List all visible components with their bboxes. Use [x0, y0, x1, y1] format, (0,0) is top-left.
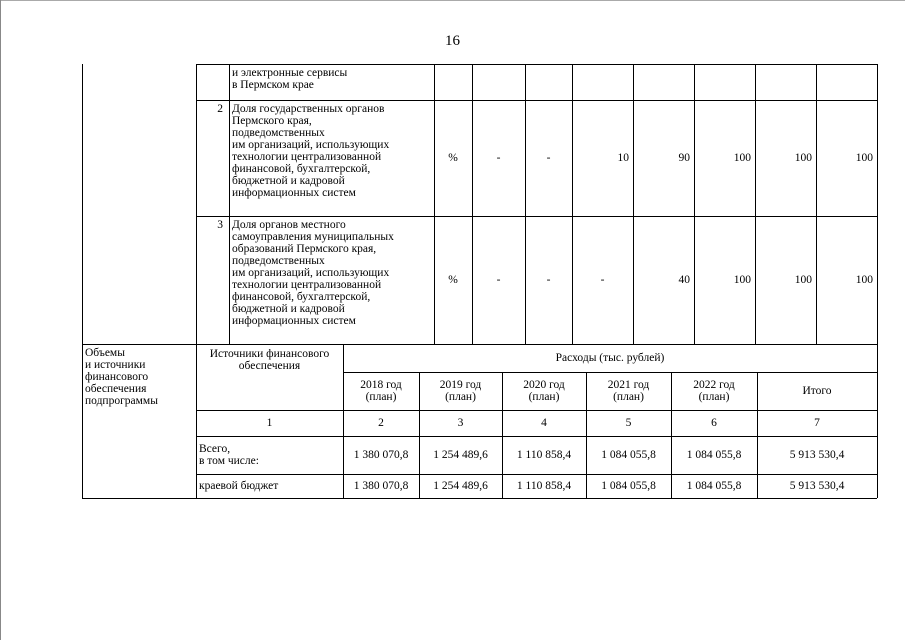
indicator-number	[198, 67, 223, 81]
indicator-value	[694, 64, 751, 100]
indicator-value: -	[546, 152, 551, 164]
indicator-value: 100	[794, 152, 812, 164]
expenses-header: Расходы (тыс. рублей)	[555, 352, 665, 364]
total-header: Итого	[802, 385, 832, 397]
finance-bottom-border	[82, 498, 877, 499]
finance-value: 5 913 530,4	[789, 480, 845, 492]
page-number: 16	[445, 33, 460, 49]
finance-value: 1 380 070,8	[353, 449, 409, 461]
indicator-value	[472, 64, 521, 100]
indicator-unit	[434, 64, 472, 100]
finance-value: 1 084 055,8	[601, 449, 656, 461]
indicator-value: -	[546, 274, 551, 286]
indicator-value: -	[496, 152, 501, 164]
indicator-value	[755, 64, 812, 100]
sources-header: Источники финансового обеспечения	[209, 348, 330, 372]
indicator-value	[816, 64, 873, 100]
indicator-value	[525, 64, 568, 100]
indicator-name: и электронные сервисы в Пермском крае	[232, 67, 348, 91]
finance-value: 1 084 055,8	[601, 480, 656, 492]
left-border	[82, 64, 83, 344]
scan-left-edge	[0, 0, 1, 640]
finance-row-label: Всего, в том числе:	[199, 443, 259, 467]
finance-value: 1 254 489,6	[433, 480, 488, 492]
scan-top-edge	[0, 0, 905, 1]
indicator-value: 100	[855, 274, 873, 286]
column-number: 2	[378, 417, 384, 429]
finance-section-label: Объемы и источники финансового обеспечения подпрограммы	[85, 347, 158, 407]
indicator-value	[572, 64, 629, 100]
indicator-value: 40	[678, 274, 690, 286]
indicator-value: -	[496, 274, 501, 286]
indicator-unit: %	[448, 152, 458, 164]
column-number: 4	[541, 417, 547, 429]
year-header: 2022 год (план)	[693, 379, 735, 403]
finance-right-border	[877, 344, 878, 498]
column-number: 7	[814, 417, 820, 429]
indicator-number: 3	[217, 219, 223, 231]
year-header: 2019 год (план)	[439, 379, 482, 403]
column-divider	[877, 64, 878, 344]
indicator-number: 2	[217, 103, 223, 115]
column-number: 3	[457, 417, 464, 429]
column-number: 6	[711, 417, 717, 429]
finance-value: 1 110 858,4	[516, 480, 572, 492]
indicator-name: Доля государственных органов Пермского края, подведомственных им организаций, использующих технологии централизованной финансовой, бухгалтерской, бюджетной и кадровой информационных систем	[232, 103, 390, 199]
finance-value: 1 084 055,8	[686, 480, 742, 492]
year-header: 2018 год (план)	[360, 379, 402, 403]
indicator-unit: %	[448, 274, 458, 286]
year-header: 2021 год (план)	[607, 379, 650, 403]
column-divider	[196, 64, 197, 344]
indicator-value: 10	[617, 152, 629, 164]
column-divider	[229, 64, 230, 344]
year-header: 2020 год (план)	[523, 379, 565, 403]
indicator-value: -	[600, 274, 605, 286]
finance-value: 1 380 070,8	[353, 480, 409, 492]
indicator-value: 100	[733, 152, 751, 164]
indicator-value	[633, 64, 690, 100]
column-number: 1	[266, 417, 273, 429]
indicator-value: 90	[678, 152, 690, 164]
finance-value: 1 084 055,8	[686, 449, 742, 461]
indicator-value: 100	[855, 152, 873, 164]
indicator-value: 100	[733, 274, 751, 286]
finance-value: 1 254 489,6	[433, 449, 488, 461]
finance-value: 1 110 858,4	[516, 449, 572, 461]
column-number: 5	[625, 417, 632, 429]
indicator-value: 100	[794, 274, 812, 286]
indicator-name: Доля органов местного самоуправления муниципальных образований Пермского края, подведомственных им организаций, использующих технологии централизованной финансовой, бухгалтерской, бюджетной и кадровой информационных систем	[232, 219, 394, 327]
finance-left-border	[82, 344, 83, 498]
finance-value: 5 913 530,4	[789, 449, 845, 461]
finance-row-label: краевой бюджет	[199, 480, 279, 492]
